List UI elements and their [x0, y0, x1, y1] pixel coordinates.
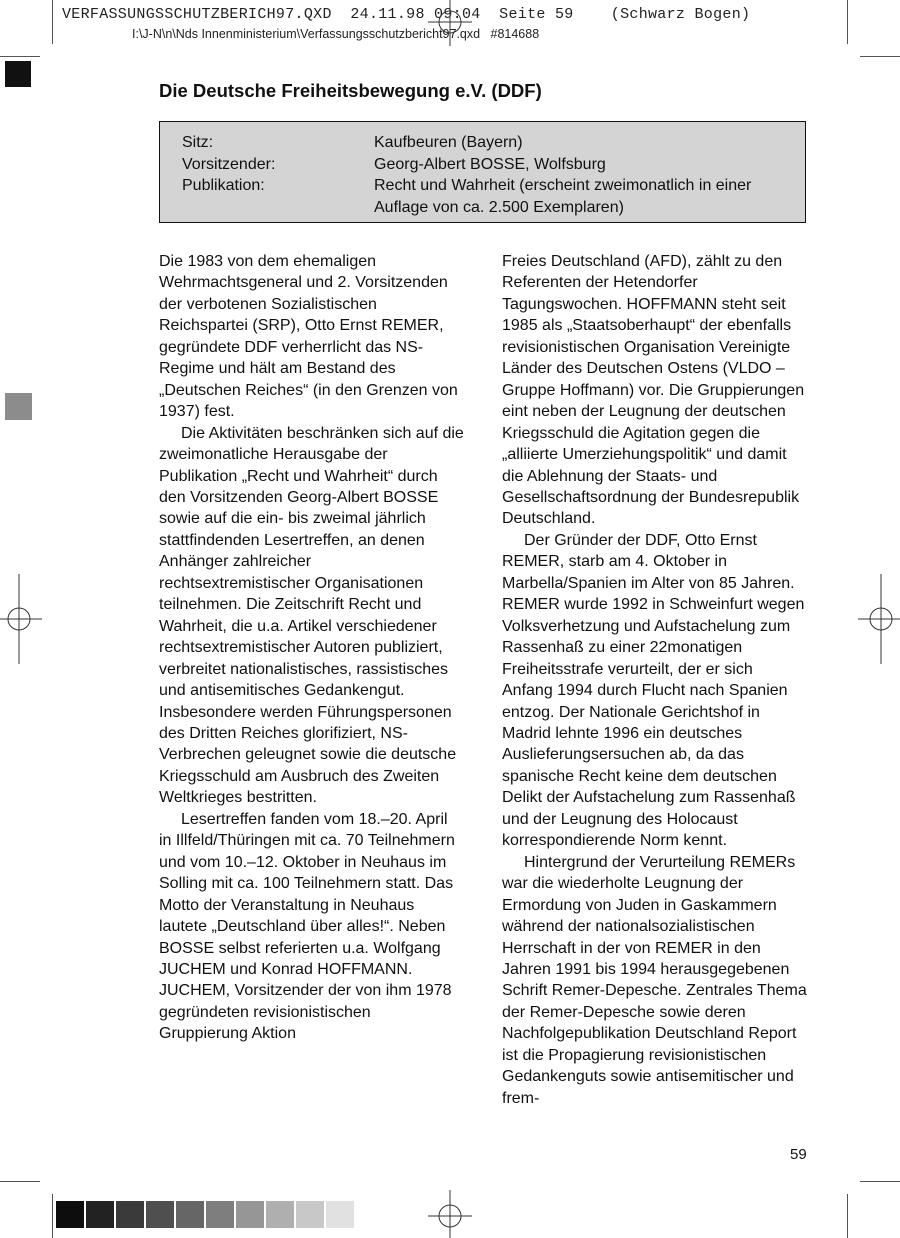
registration-mark-top	[420, 0, 480, 48]
marker-gray-square	[5, 393, 32, 420]
column-right	[502, 251, 807, 1109]
info-value: Recht und Wahrheit (erscheint zweimonatlich in einer Auflage von ca. 2.500 Exemplaren)	[374, 177, 752, 216]
gray-swatch	[236, 1201, 264, 1228]
info-box	[159, 121, 806, 223]
paragraph: Die 1983 von dem ehemaligen Wehrmachtsgeneral und 2. Vorsitzenden der verbotenen Sozialistischen Reichspartei (SRP), Otto Ernst REMER, gegründete DDF verherrlicht das NS-Regime und hält am Bestand des „Deutschen Reiches“ (in den Grenzen von 1937) fest.	[159, 253, 458, 421]
info-value: Kaufbeuren (Bayern)	[374, 134, 523, 151]
info-label: Vorsitzender:	[182, 155, 276, 173]
registration-mark-right	[856, 574, 900, 664]
page-number: 59	[790, 1146, 807, 1163]
section-title: Die Deutsche Freiheitsbewegung e.V. (DDF)	[159, 80, 542, 101]
gray-swatch	[86, 1201, 114, 1228]
column-left	[159, 251, 464, 1045]
gray-swatch	[266, 1201, 294, 1228]
gray-swatch	[296, 1201, 324, 1228]
marker-black-square	[5, 61, 31, 87]
paragraph: Freies Deutschland (AFD), zählt zu den Referenten der Hetendorfer Tagungswochen. HOFFMANN steht seit 1985 als „Staatsoberhaupt“ der ebenfalls revisionistischen Organisation Vereinigte Länder des Deutschen Ostens (VLDO – Gruppe Hoffmann) vor. Die Gruppierungen eint neben der Leugnung der deutschen Kriegsschuld die Agitation gegen die „alliierte Umerziehungspolitik“ und damit die Ablehnung der Staats- und Gesellschaftsordnung der Bundesrepublik Deutschland.	[502, 253, 805, 528]
info-value: Georg-Albert BOSSE, Wolfsburg	[374, 155, 606, 173]
paragraph: Hintergrund der Verurteilung REMERs war die wiederholte Leugnung der Ermordung von Juden in Gaskammern während der nationalsozialistischen Herrschaft in der von REMER in den Jahren 1991 bis 1994 herausgegebenen Schrift Remer-Depesche. Zentrales Thema der Remer-Depesche sowie deren Nachfolgepublikation Deutschland Report ist die Propagierung revisionistischen Gedankenguts sowie antisemitischer und frem-	[502, 853, 807, 1107]
paragraph: Lesertreffen fanden vom 18.–20. April in Illfeld/Thüringen mit ca. 70 Teilnehmern und vom 10.–12. Oktober in Neuhaus im Solling mit ca. 100 Teilnehmern statt. Das Motto der Veranstaltung in Neuhaus lautete „Deutschland über alles!“. Neben BOSSE selbst referierten u.a. Wolfgang JUCHEM und Konrad HOFFMANN. JUCHEM, Vorsitzender der von ihm 1978 gegründeten revisionistischen Gruppierung Aktion	[159, 810, 455, 1043]
info-label: Publikation:	[182, 177, 265, 194]
gray-swatch	[116, 1201, 144, 1228]
gray-swatch	[176, 1201, 204, 1228]
print-slug: VERFASSUNGSSCHUTZBERICH97.QXD 24.11.98 09:04 Seite 59 (Schwarz Bogen)	[62, 6, 751, 23]
gray-swatch	[206, 1201, 234, 1228]
gray-swatch	[56, 1201, 84, 1228]
registration-mark-left	[0, 574, 44, 664]
file-path: I:\J-N\n\Nds Innenministerium\Verfassungsschutzbericht97.qxd #814688	[132, 27, 540, 41]
gray-swatch	[146, 1201, 174, 1228]
paragraph: Die Aktivitäten beschränken sich auf die zweimonatliche Herausgabe der Publikation „Recht und Wahrheit“ durch den Vorsitzenden Georg-Albert BOSSE sowie auf die ein- bis zweimal jährlich stattfindenden Lesertreffen, an denen Anhänger zahlreicher rechtsextremistischer Organisationen teilnehmen. Die Zeitschrift Recht und Wahrheit, die u.a. Artikel verschiedener rechtsextremistischer Autoren publiziert, verbreitet nationalistisches, rassistisches und antisemitisches Gedankengut. Insbesondere werden Führungspersonen des Dritten Reiches glorifiziert, NS-Verbrechen geleugnet sowie die deutsche Kriegsschuld am Ausbruch des Zweiten Weltkrieges bestritten.	[159, 424, 464, 807]
info-label: Sitz:	[182, 134, 214, 151]
registration-mark-bottom	[420, 1190, 480, 1238]
paragraph: Der Gründer der DDF, Otto Ernst REMER, starb am 4. Oktober in Marbella/Spanien im Alter von 85 Jahren. REMER wurde 1992 in Schweinfurt wegen Volksverhetzung und Aufstachelung zum Rassenhaß zu einer 22monatigen Freiheitsstrafe verurteilt, der er sich Anfang 1994 durch Flucht nach Spanien entzog. Der Nationale Gerichtshof in Madrid lehnte 1996 ein deutsches Auslieferungsersuchen ab, da das spanische Recht keine dem deutschen Delikt der Aufstachelung zum Rassenhaß und der Leugnung des Holocaust korrespondierende Norm kennt.	[502, 531, 805, 850]
gray-swatch	[326, 1201, 354, 1228]
